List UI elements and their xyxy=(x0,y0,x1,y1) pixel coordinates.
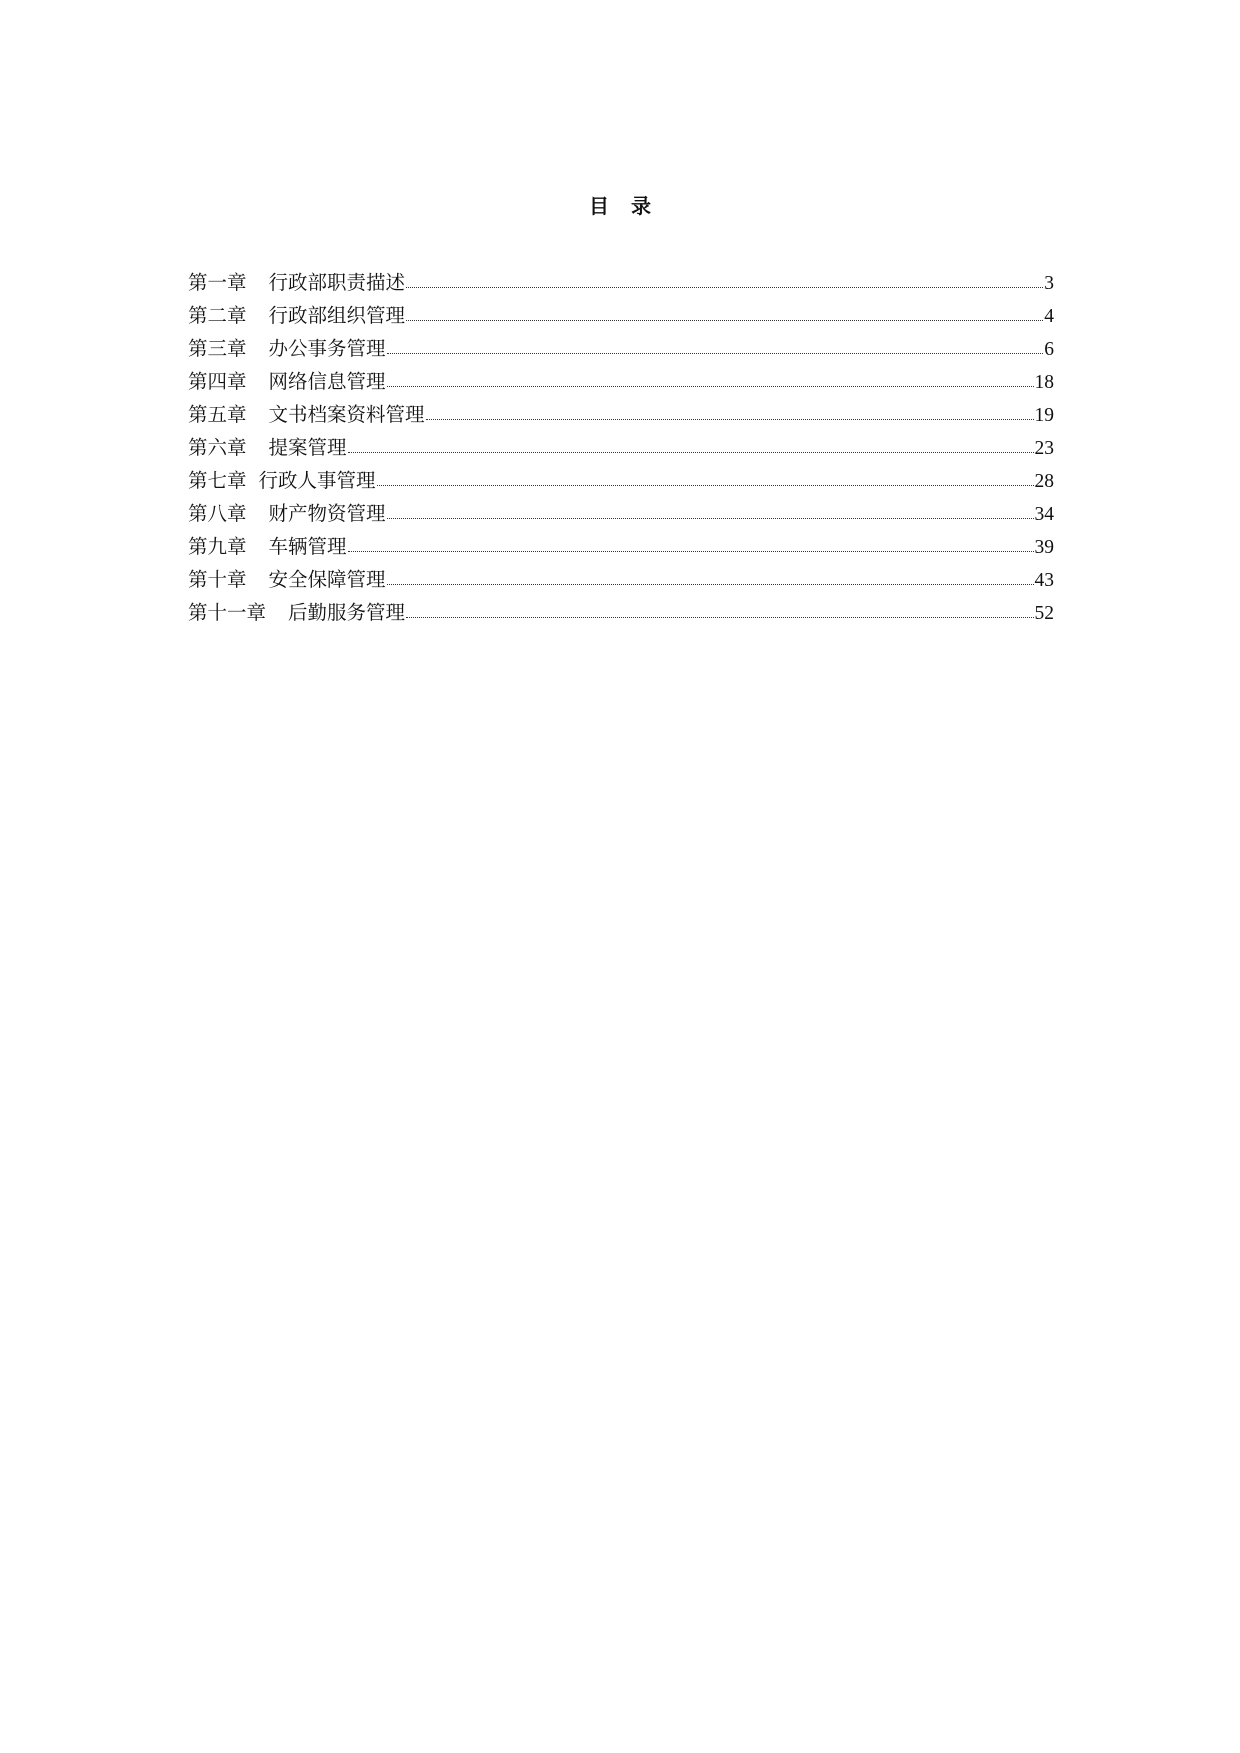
toc-entry[interactable] xyxy=(188,596,1054,629)
toc-chapter-number: 第六章 xyxy=(188,436,247,459)
toc-chapter-heading: 文书档案资料管理 xyxy=(268,403,425,426)
toc-title xyxy=(0,194,1240,218)
toc-entry[interactable] xyxy=(188,464,1054,497)
toc-chapter-heading: 车辆管理 xyxy=(268,535,347,558)
toc-dot-leader xyxy=(387,518,1034,519)
toc-dot-leader xyxy=(406,287,1043,288)
toc-dot-leader xyxy=(426,419,1034,420)
toc-page-number: 52 xyxy=(1034,603,1054,624)
toc-chapter-heading: 办公事务管理 xyxy=(268,337,386,360)
toc-chapter-heading: 行政部组织管理 xyxy=(268,304,406,327)
toc-chapter-heading: 财产物资管理 xyxy=(268,502,386,525)
toc-page-number: 4 xyxy=(1044,306,1054,327)
toc-entry[interactable] xyxy=(188,266,1054,299)
toc-entry[interactable] xyxy=(188,497,1054,530)
toc-dot-leader xyxy=(387,386,1034,387)
toc-chapter-heading: 提案管理 xyxy=(268,436,347,459)
toc-page-number: 23 xyxy=(1034,438,1054,459)
toc-list xyxy=(188,266,1054,629)
toc-dot-leader xyxy=(387,584,1034,585)
toc-entry[interactable] xyxy=(188,299,1054,332)
toc-chapter-heading: 行政部职责描述 xyxy=(268,271,406,294)
toc-chapter-number: 第五章 xyxy=(188,403,247,426)
toc-chapter-number: 第十一章 xyxy=(188,601,267,624)
toc-dot-leader xyxy=(406,320,1043,321)
toc-title-left: 目 xyxy=(589,194,609,218)
toc-entry[interactable] xyxy=(188,431,1054,464)
toc-page-number: 6 xyxy=(1044,339,1054,360)
toc-chapter-number: 第三章 xyxy=(188,337,247,360)
toc-page-number: 34 xyxy=(1034,504,1054,525)
toc-chapter-number: 第七章 xyxy=(188,469,247,492)
toc-page-number: 19 xyxy=(1034,405,1054,426)
toc-chapter-number: 第二章 xyxy=(188,304,247,327)
toc-dot-leader xyxy=(406,617,1033,618)
toc-chapter-number: 第四章 xyxy=(188,370,247,393)
toc-chapter-number: 第十章 xyxy=(188,568,247,591)
toc-entry[interactable] xyxy=(188,365,1054,398)
toc-chapter-number: 第一章 xyxy=(188,271,247,294)
toc-page-number: 43 xyxy=(1034,570,1054,591)
toc-chapter-number: 第九章 xyxy=(188,535,247,558)
toc-dot-leader xyxy=(387,353,1044,354)
toc-page-number: 3 xyxy=(1044,273,1054,294)
toc-dot-leader xyxy=(348,452,1034,453)
toc-entry[interactable] xyxy=(188,563,1054,596)
toc-chapter-heading: 安全保障管理 xyxy=(268,568,386,591)
toc-page-number: 28 xyxy=(1034,471,1054,492)
toc-chapter-heading: 行政人事管理 xyxy=(258,469,376,492)
toc-entry[interactable] xyxy=(188,398,1054,431)
toc-entry[interactable] xyxy=(188,530,1054,563)
toc-page-number: 18 xyxy=(1034,372,1054,393)
toc-title-right: 录 xyxy=(631,194,651,218)
toc-chapter-heading: 后勤服务管理 xyxy=(288,601,406,624)
toc-dot-leader xyxy=(348,551,1034,552)
toc-entry[interactable] xyxy=(188,332,1054,365)
toc-page-number: 39 xyxy=(1034,537,1054,558)
toc-chapter-heading: 网络信息管理 xyxy=(268,370,386,393)
toc-dot-leader xyxy=(377,485,1034,486)
toc-chapter-number: 第八章 xyxy=(188,502,247,525)
